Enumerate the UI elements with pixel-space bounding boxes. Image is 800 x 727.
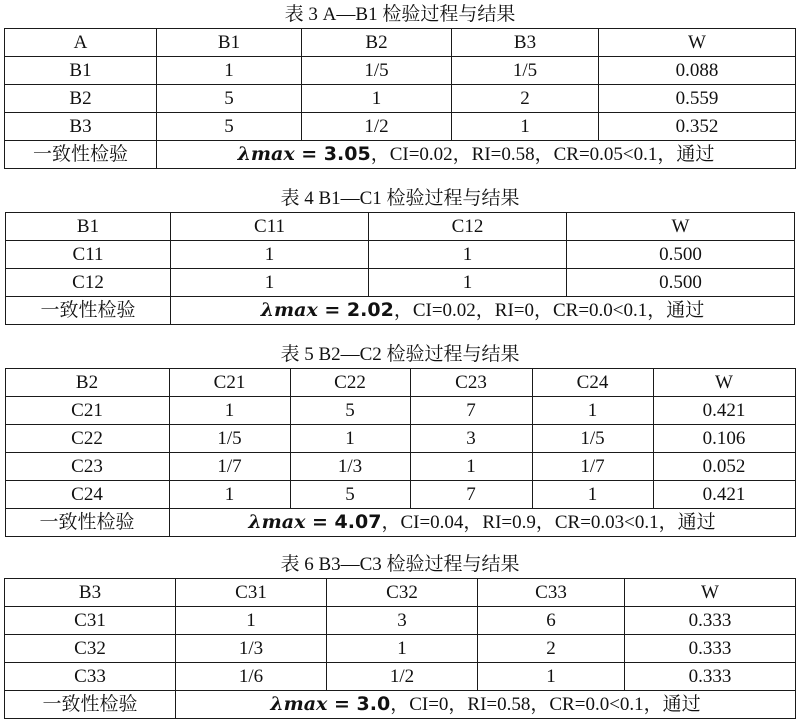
- header-cell: C32: [327, 579, 478, 607]
- value-cell: 0.500: [567, 241, 795, 269]
- header-cell: W: [625, 579, 796, 607]
- value-cell: 0.052: [653, 453, 795, 481]
- consistency-row: [5, 691, 796, 719]
- table-row: [5, 607, 796, 635]
- table-row: [5, 113, 796, 141]
- value-cell: 1: [169, 481, 290, 509]
- consistency-label: 一致性检验: [6, 297, 171, 325]
- header-cell: W: [567, 213, 795, 241]
- row-label-cell: C33: [5, 663, 176, 691]
- value-cell: 0.333: [625, 607, 796, 635]
- value-cell: 1: [532, 397, 653, 425]
- consistency-result: [157, 141, 796, 169]
- value-cell: 0.559: [599, 85, 796, 113]
- table-row: [5, 453, 795, 481]
- table-caption: 表 3 A—B1 检验过程与结果: [284, 4, 516, 25]
- lambda-max-symbol: λmax: [237, 143, 295, 165]
- header-cell: B1: [6, 213, 171, 241]
- value-cell: 6: [478, 607, 625, 635]
- value-cell: 0.088: [599, 57, 796, 85]
- table-caption: 表 5 B2—C2 检验过程与结果: [280, 344, 520, 365]
- value-cell: 2: [478, 635, 625, 663]
- table-caption: 表 4 B1—C1 检验过程与结果: [280, 188, 520, 209]
- row-label-cell: C24: [5, 481, 169, 509]
- value-cell: 0.333: [625, 635, 796, 663]
- table-section: [0, 552, 800, 719]
- header-cell: B3: [5, 579, 176, 607]
- value-cell: 5: [157, 113, 302, 141]
- row-label-cell: C31: [5, 607, 176, 635]
- value-cell: 5: [290, 481, 410, 509]
- header-cell: C23: [410, 369, 532, 397]
- consistency-result: [169, 509, 795, 537]
- lambda-max-value: = 4.07: [305, 511, 382, 533]
- header-cell: B2: [5, 369, 169, 397]
- value-cell: 1/5: [169, 425, 290, 453]
- header-cell: C22: [290, 369, 410, 397]
- value-cell: 1/3: [176, 635, 327, 663]
- table-section: [0, 186, 800, 325]
- value-cell: 1: [169, 397, 290, 425]
- row-label-cell: C11: [6, 241, 171, 269]
- value-cell: 1/6: [176, 663, 327, 691]
- consistency-row: [6, 297, 795, 325]
- data-table: [4, 578, 796, 719]
- lambda-max-value: = 3.05: [294, 143, 371, 165]
- value-cell: 0.333: [625, 663, 796, 691]
- value-cell: 3: [410, 425, 532, 453]
- data-table: [5, 212, 795, 325]
- value-cell: 1: [478, 663, 625, 691]
- row-label-cell: C23: [5, 453, 169, 481]
- header-cell: B2: [302, 29, 452, 57]
- lambda-max-symbol: λmax: [248, 511, 306, 533]
- consistency-result: [176, 691, 796, 719]
- consistency-stats: ，CI=0.02，RI=0，CR=0.0<0.1，通过: [393, 300, 705, 321]
- value-cell: 0.421: [653, 481, 795, 509]
- value-cell: 1: [171, 269, 369, 297]
- data-table: [4, 28, 796, 169]
- table-row: [5, 481, 795, 509]
- value-cell: 1: [327, 635, 478, 663]
- header-cell: W: [599, 29, 796, 57]
- consistency-result: [171, 297, 795, 325]
- header-cell: W: [653, 369, 795, 397]
- value-cell: 1/5: [532, 425, 653, 453]
- consistency-stats: ，CI=0，RI=0.58，CR=0.0<0.1，通过: [390, 694, 701, 715]
- consistency-label: 一致性检验: [5, 141, 157, 169]
- value-cell: 1: [369, 269, 567, 297]
- value-cell: 1: [290, 425, 410, 453]
- value-cell: 7: [410, 397, 532, 425]
- value-cell: 1: [369, 241, 567, 269]
- value-cell: 1: [176, 607, 327, 635]
- table-row: [5, 425, 795, 453]
- consistency-label: 一致性检验: [5, 691, 176, 719]
- value-cell: 0.421: [653, 397, 795, 425]
- table-caption: 表 6 B3—C3 检验过程与结果: [280, 554, 520, 575]
- value-cell: 1/7: [532, 453, 653, 481]
- row-label-cell: B3: [5, 113, 157, 141]
- lambda-max-value: = 3.0: [327, 693, 391, 715]
- table-section: [0, 342, 800, 537]
- value-cell: 2: [452, 85, 599, 113]
- consistency-label: 一致性检验: [5, 509, 169, 537]
- header-cell: B1: [157, 29, 302, 57]
- table-row: [6, 241, 795, 269]
- value-cell: 0.500: [567, 269, 795, 297]
- value-cell: 1: [157, 57, 302, 85]
- value-cell: 3: [327, 607, 478, 635]
- row-label-cell: C32: [5, 635, 176, 663]
- table-section: [0, 2, 800, 169]
- table-header-row: [5, 579, 796, 607]
- value-cell: 1/2: [302, 113, 452, 141]
- header-cell: C12: [369, 213, 567, 241]
- table-row: [5, 663, 796, 691]
- value-cell: 1: [532, 481, 653, 509]
- table-row: [6, 269, 795, 297]
- value-cell: 0.352: [599, 113, 796, 141]
- lambda-max-value: = 2.02: [317, 299, 394, 321]
- header-cell: A: [5, 29, 157, 57]
- value-cell: 1: [171, 241, 369, 269]
- row-label-cell: C21: [5, 397, 169, 425]
- row-label-cell: B2: [5, 85, 157, 113]
- lambda-max-symbol: λmax: [260, 299, 318, 321]
- table-header-row: [5, 369, 795, 397]
- table-header-row: [6, 213, 795, 241]
- value-cell: 1/2: [327, 663, 478, 691]
- table-header-row: [5, 29, 796, 57]
- value-cell: 7: [410, 481, 532, 509]
- value-cell: 5: [290, 397, 410, 425]
- consistency-stats: ，CI=0.04，RI=0.9，CR=0.03<0.1，通过: [381, 512, 716, 533]
- value-cell: 1: [452, 113, 599, 141]
- header-cell: C24: [532, 369, 653, 397]
- header-cell: C31: [176, 579, 327, 607]
- row-label-cell: C22: [5, 425, 169, 453]
- consistency-row: [5, 509, 795, 537]
- consistency-stats: ，CI=0.02，RI=0.58，CR=0.05<0.1，通过: [370, 144, 715, 165]
- value-cell: 1/7: [169, 453, 290, 481]
- value-cell: 1/5: [452, 57, 599, 85]
- header-cell: C33: [478, 579, 625, 607]
- table-row: [5, 635, 796, 663]
- header-cell: B3: [452, 29, 599, 57]
- value-cell: 0.106: [653, 425, 795, 453]
- row-label-cell: B1: [5, 57, 157, 85]
- value-cell: 1/5: [302, 57, 452, 85]
- consistency-row: [5, 141, 796, 169]
- lambda-max-symbol: λmax: [270, 693, 328, 715]
- value-cell: 5: [157, 85, 302, 113]
- table-row: [5, 57, 796, 85]
- header-cell: C11: [171, 213, 369, 241]
- table-row: [5, 397, 795, 425]
- data-table: [5, 368, 796, 537]
- row-label-cell: C12: [6, 269, 171, 297]
- value-cell: 1: [302, 85, 452, 113]
- value-cell: 1: [410, 453, 532, 481]
- value-cell: 1/3: [290, 453, 410, 481]
- header-cell: C21: [169, 369, 290, 397]
- table-row: [5, 85, 796, 113]
